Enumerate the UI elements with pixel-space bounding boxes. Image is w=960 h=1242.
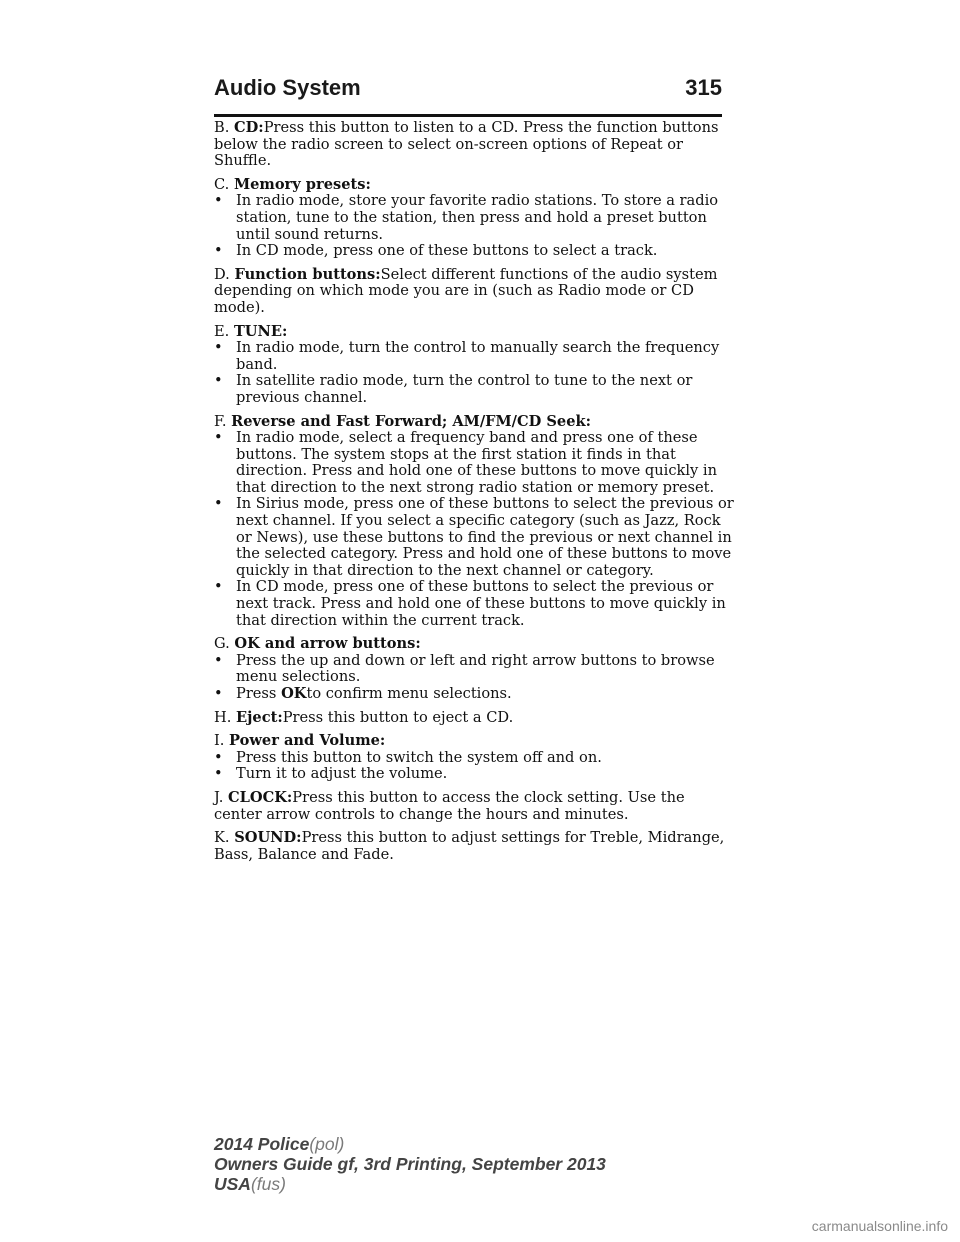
bullet-icon: • [214,748,223,766]
item-c-term: Memory presets: [233,175,371,193]
list-item: • In CD mode, press one of these buttons to select a track. [214,242,658,260]
chapter-title: Audio System [214,75,361,100]
list-item: • Press the up and down or left and right arrow buttons to browse menu selections. [214,651,715,686]
item-e: E. TUNE: [214,322,288,340]
item-f: F. Reverse and Fast Forward; AM/FM/CD Seek: [214,412,591,430]
bullet-icon: • [214,372,223,390]
item-b-text: Press this button to listen to a CD. Press the function buttons below the radio screen to select on-screen options of Repeat or Shuffle. [214,119,719,170]
item-k-text: Press this button to adjust settings for Treble, Midrange, Bass, Balance and Fade. [214,829,725,863]
item-g-term: OK and arrow buttons: [234,635,421,653]
item-h-term: Eject: [236,708,283,726]
item-j: J. CLOCK:Press this button to access the clock setting. Use the center arrow controls to change the hours and minutes. [214,788,685,823]
item-b-term: CD: [234,119,264,136]
list-item: • In Sirius mode, press one of these buttons to select the previous or next channel. If you select a specific category (such as Jazz, Rock or News), use these buttons to find the previous or next channel in the selected category. Press and hold one of these buttons to move quickly in that direction to the next channel or category. [214,495,734,579]
item-j-term: CLOCK: [228,788,293,806]
item-b: B. CD:Press this button to listen to a CD. Press the function buttons below the radio screen to select on-screen options of Repeat or Shuffle. [214,119,719,170]
bullet-icon: • [214,651,223,669]
item-h: H. Eject:Press this button to eject a CD. [214,708,514,726]
item-d-text: Select different functions of the audio system depending on which mode you are in (such as Radio mode or CD mode). [214,265,718,316]
item-e-term: TUNE: [233,322,288,340]
item-c: C. Memory presets: [214,175,371,193]
watermark: carmanualsonline.info [811,1218,948,1234]
list-item: • Press OKto confirm menu selections. [214,685,512,702]
bullet-icon: • [214,685,223,702]
list-item: • Turn it to adjust the volume. [214,765,448,783]
bullet-icon: • [214,242,223,260]
item-g-bullets [214,653,734,703]
item-d-term: Function buttons: [234,265,381,283]
item-h-text: Press this button to eject a CD. [282,708,514,726]
item-d: D. Function buttons:Select different functions of the audio system depending on which mode you are in (such as Radio mode or CD mode). [214,265,718,316]
bullet-icon: • [214,429,223,447]
item-k-term: SOUND: [234,829,302,847]
item-f-bullets [214,430,734,629]
list-item: • In radio mode, store your favorite radio stations. To store a radio station, tune to the station, then press and hold a preset button until sound returns. [214,192,719,243]
footer-line-3: USA(fus) [214,1174,286,1194]
page-header [214,62,722,114]
header-rule [214,114,722,117]
bullet-icon: • [214,765,223,783]
page-number: 315 [685,75,722,100]
item-i: I. Power and Volume: [214,732,386,750]
bullet-icon: • [214,192,223,210]
item-k: K. SOUND:Press this button to adjust settings for Treble, Midrange, Bass, Balance and Fade. [214,829,725,863]
list-item: • In radio mode, turn the control to manually search the frequency band. [214,339,720,373]
list-item: • In satellite radio mode, turn the control to tune to the next or previous channel. [214,372,693,406]
footer-line-1: 2014 Police(pol) [214,1134,345,1154]
bullet-icon: • [214,339,223,357]
item-j-text: Press this button to access the clock setting. Use the center arrow controls to change the hours and minutes. [214,788,685,823]
list-item: • In CD mode, press one of these buttons to select the previous or next track. Press and hold one of these buttons to move quickly in that direction within the current track. [214,578,726,629]
page-footer [214,1134,714,1194]
list-item: • Press this button to switch the system off and on. [214,748,602,766]
page-body [214,120,734,870]
bullet-icon: • [214,578,223,596]
list-item: • In radio mode, select a frequency band and press one of these buttons. The system stops at the first station it finds in that direction. Press and hold one of these buttons to move quickly in that direction to the next strong radio station or memory preset. [214,429,717,496]
item-c-bullets [214,193,734,259]
item-i-term: Power and Volume: [229,732,386,750]
item-f-term: Reverse and Fast Forward; AM/FM/CD Seek: [231,412,591,430]
item-g: G. OK and arrow buttons: [214,635,421,653]
item-e-bullets [214,340,734,406]
footer-line-2: Owners Guide gf, 3rd Printing, September 2013 [214,1154,606,1174]
item-i-bullets [214,750,734,783]
bullet-icon: • [214,495,223,513]
